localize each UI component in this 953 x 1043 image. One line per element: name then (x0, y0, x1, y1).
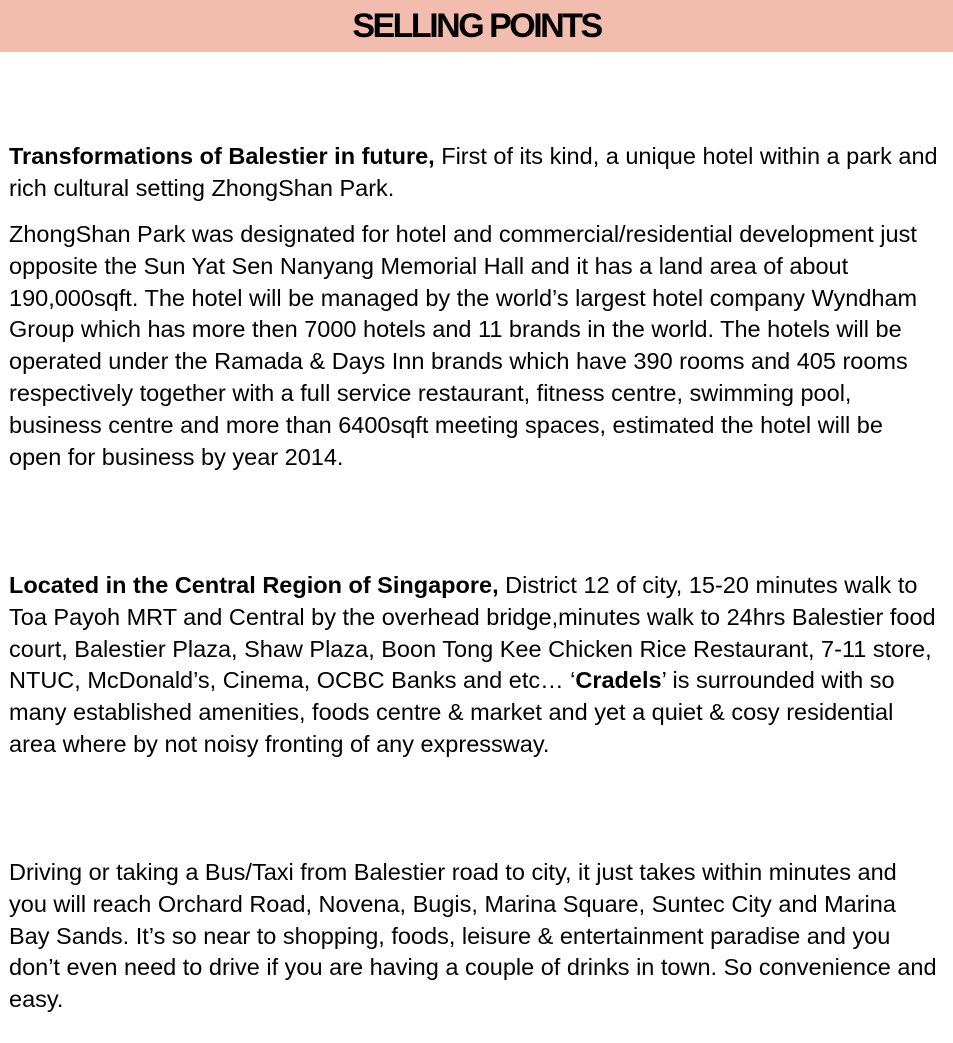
page-title: SELLING POINTS (352, 7, 601, 45)
project-name: Cradels (575, 667, 662, 694)
future-body-paragraph: ZhongShan Park was designated for hotel and commercial/residential development just opposite the Sun Yat Sen Nanyang Memorial Hall and it has a land area of about 190,000sqft. The hotel will be managed by the world’s largest hotel company Wyndham Group which has more then 7000 hotels and 11 brands in the world. The hotels will be operated under the Ramada & Days Inn brands which have 390 rooms and 405 rooms respectively together with a full service restaurant, fitness centre, swimming pool, business centre and more than 6400sqft meeting spaces, estimated the hotel will be open for business by year 2014. (9, 221, 918, 470)
driving-paragraph: Driving or taking a Bus/Taxi from Balestier road to city, it just takes within minutes and you will reach Orchard Road, Novena, Bugis, Marina Square, Suntec City and Marina Bay Sands. It’s so near to shopping, foods, leisure & entertainment paradise and you don’t even need to drive if you are having a couple of drinks in town. So convenience and easy. (9, 859, 937, 1013)
future-heading: Transformations of Balestier in future, (9, 143, 435, 169)
future-intro-text: First of its kind, a unique hotel within a park and rich cultural setting ZhongShan Park. (9, 143, 938, 201)
section-header (0, 0, 953, 52)
location-paragraph (9, 570, 939, 761)
location-heading: Located in the Central Region of Singapore, (9, 572, 499, 598)
location-text-after: ’ is surrounded with so many established amenities, foods centre & market and yet a quiet & cosy residential area where by not noisy fronting of any expressway. (9, 667, 895, 757)
location-text-before: District 12 of city, 15-20 minutes walk to Toa Payoh MRT and Central by the overhead bridge,minutes walk to 24hrs Balestier food court, Balestier Plaza, Shaw Plaza, Boon Tong Kee Chicken Rice Restaurant, 7-11 store, NTUC, McDonald’s, Cinema, OCBC Banks and etc… ‘ (9, 572, 936, 694)
future-intro-paragraph (9, 141, 939, 205)
